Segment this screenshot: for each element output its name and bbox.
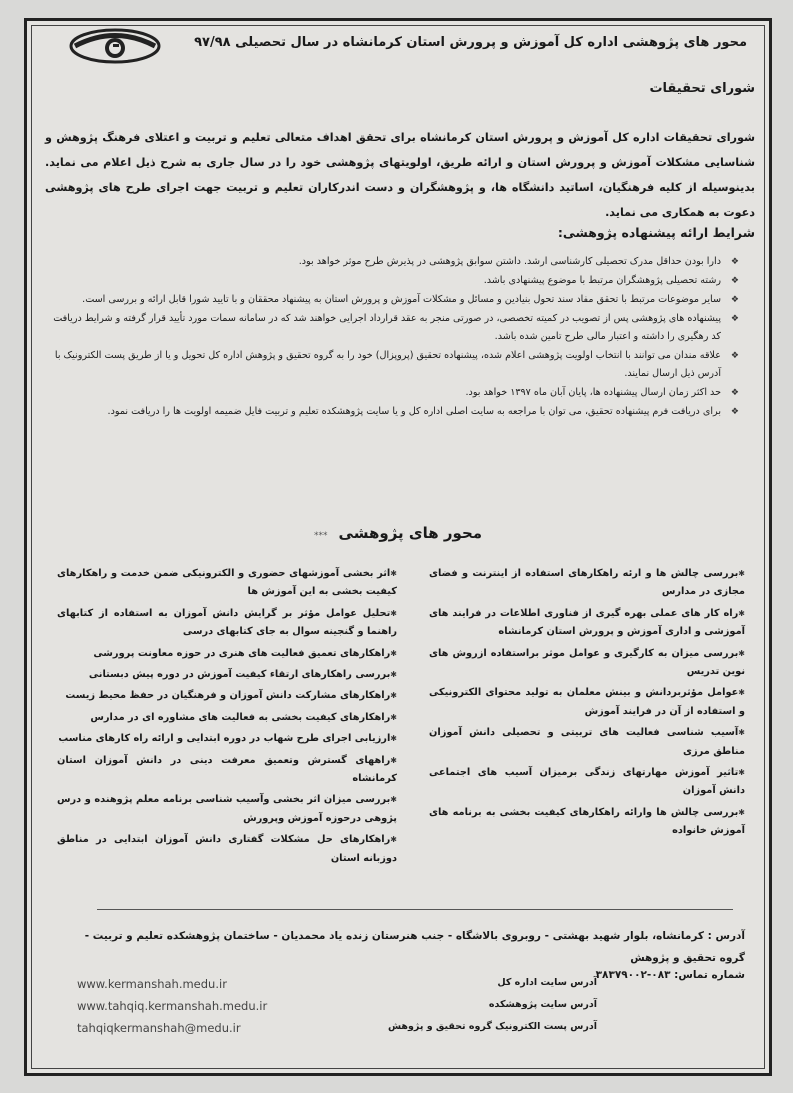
intro-paragraph: شورای تحقیقات اداره کل آموزش و پرورش استان کرمانشاه برای تحقق اهداف متعالی تعلیم و تربیت و اعتلای فرهنگ پژوهش و شناسایی مشکلات آموزش و پرورش استان و ارائه طریق، اولویتهای پژوهشی خود را در سال جاری به شرح ذیل اعلام می نماید. بدینوسیله از کلیه فرهنگیان، اساتید دانشگاه ها، و پژوهشگران و دست اندرکاران تعلیم و تربیت جهت اجرای طرح های پژوهشی دعوت به همکاری می نماید.: [45, 131, 755, 219]
conditions-title: شرایط ارائه پیشنهاده پژوهشی:: [557, 225, 755, 240]
phone-number: ۰۸۳-۳۸۳۷۹۰۰۲: [595, 969, 671, 981]
page-title: محور های پژوهشی اداره کل آموزش و پرورش استان کرمانشاه در سال تحصیلی ۹۷/۹۸: [194, 35, 747, 50]
axis-item: ✱ بررسی میزان اثر بخشی وآسیب شناسی برنامه معلم پژوهنده و درس پژوهی درحوزه آموزش وپرورش: [57, 791, 397, 828]
section-title: شورای تحقیقات: [649, 81, 755, 96]
conditions-list: [47, 253, 739, 422]
axis-item: ✱ بررسی چالش ها وارائه راهکارهای کیفیت بخشی به برنامه های آموزش خانواده: [429, 804, 745, 841]
axes-title: محور های پژوهشی: [338, 524, 483, 542]
axis-item: ✱ بررسی میزان به کارگیری و عوامل موثر براستفاده ازروش های نوین تدریس: [429, 645, 745, 682]
axis-item: ✱ اثر بخشی آموزشهای حضوری و الکترونیکی ضمن خدمت و راهکارهای کیفیت بخشی به این آموزش ها: [57, 565, 397, 602]
condition-item: ❖ سایر موضوعات مرتبط با تحقق مفاد سند تحول بنیادین و مسائل و مشکلات آموزش و پرورش استان به پیشنهاد محققان و با تایید شورا قابل ارائه و بررسی است.: [47, 291, 739, 309]
email-label: آدرس پست الکترونیک گروه تحقیق و پژوهش: [388, 1021, 597, 1032]
research-site-url[interactable]: www.tahqiq.kermanshah.medu.ir: [77, 999, 268, 1013]
axis-item: ✱ راهکارهای کیفیت بخشی به فعالیت های مشاوره ای در مدارس: [57, 709, 397, 727]
axis-item: ✱ عوامل مؤثربردانش و بینش معلمان به تولید محتوای الکترونیکی و استفاده از آن در فرایند آموزش: [429, 684, 745, 721]
address-text: آدرس : کرمانشاه، بلوار شهید بهشتی - روبروی بالاشگاه - جنب هنرستان زنده یاد محمدیان - ساختمان پژوهشکده تعلیم و تربیت - گروه تحقیق و پژوهش: [84, 930, 745, 964]
axes-right-column: [429, 565, 745, 844]
condition-item: ❖ پیشنهاده های پژوهشی پس از تصویب در کمیته تخصصی، در صورتی منجر به عقد قرارداد اجرایی خواهند شد که در سامانه سمات مورد تأیید قرار گرفته و شرایط دریافت کد رهگیری را داشته و اعتبار مالی طرح تامین شده باشد.: [47, 310, 739, 346]
research-site-label: آدرس سایت پژوهشکده: [488, 999, 597, 1010]
condition-item: ❖ علاقه مندان می توانند با انتخاب اولویت پژوهشی اعلام شده، پیشنهاده تحقیق (پروپزال) خود را به گروه تحقیق و پژوهش اداره کل تحویل و یا از طریق پست الکترونیک با آدرس ذیل ارسال نمایند.: [47, 347, 739, 383]
contact-links: [77, 977, 597, 1043]
link-row-research-site: [77, 999, 597, 1021]
axes-heading: [27, 523, 769, 542]
condition-item: ❖ حد اکثر زمان ارسال پیشنهاده ها، پایان آبان ماه ۱۳۹۷ خواهد بود.: [47, 384, 739, 402]
condition-item: ❖ برای دریافت فرم پیشنهاده تحقیق، می توان با مراجعه به سایت اصلی اداره کل و یا سایت پژوهشکده تعلیم و تربیت فایل ضمیمه اولویت ها را دریافت نمود.: [47, 403, 739, 421]
axis-item: ✱ راه کار های عملی بهره گیری از فناوری اطلاعات در فرایند های آموزشی و اداری آموزش و پرورش استان کرمانشاه: [429, 605, 745, 642]
axis-item: ✱ راهکارهای مشارکت دانش آموزان و فرهنگیان در حفظ محیط زیست: [57, 687, 397, 705]
condition-item: ❖ رشته تحصیلی پژوهشگران مرتبط با موضوع پیشنهادی باشد.: [47, 272, 739, 290]
axis-item: ✱ ارزیابی اجرای طرح شهاب در دوره ابتدایی و ارائه راه کارهای مناسب: [57, 730, 397, 748]
email-address[interactable]: tahqiqkermanshah@medu.ir: [77, 1021, 241, 1035]
axis-item: ✱ آسیب شناسی فعالیت های تربیتی و تحصیلی دانش آموزان مناطق مرزی: [429, 724, 745, 761]
axis-item: ✱ راهکارهای تعمیق فعالیت های هنری در حوزه معاونت پرورشی: [57, 645, 397, 663]
footer-divider: [97, 909, 733, 910]
phone-line: [596, 969, 745, 981]
axis-item: ✱ تاثیر آموزش مهارتهای زندگی برمیزان آسیب های اجتماعی دانش آموزان: [429, 764, 745, 801]
announcement-page: [24, 18, 772, 1076]
ministry-emblem-icon: [69, 27, 161, 65]
axes-left-column: [57, 565, 397, 871]
link-row-main-site: [77, 977, 597, 999]
axis-item: ✱ تحلیل عوامل مؤثر بر گرایش دانش آموزان به استفاده از کتابهای راهنما و گنجینه سوال به جای کتابهای درسی: [57, 605, 397, 642]
main-site-url[interactable]: www.kermanshah.medu.ir: [77, 977, 227, 991]
stars-ornament: ***: [313, 531, 328, 541]
axis-item: ✱ بررسی چالش ها و ارئه راهکارهای استفاده از اینترنت و فضای مجازی در مدارس: [429, 565, 745, 602]
axis-item: ✱ بررسی راهکارهای ارتقاء کیفیت آموزش در دوره پیش دبستانی: [57, 666, 397, 684]
condition-item: ❖ دارا بودن حداقل مدرک تحصیلی کارشناسی ارشد. داشتن سوابق پژوهشی در پذیرش طرح موثر خواهد بود.: [47, 253, 739, 271]
main-site-label: آدرس سایت اداره کل: [497, 977, 597, 988]
link-row-email: [77, 1021, 597, 1043]
axis-item: ✱ راهکارهای حل مشکلات گفتاری دانش آموزان ابتدایی در مناطق دوزبانه استان: [57, 831, 397, 868]
axis-item: ✱ راههای گسترش وتعمیق معرفت دینی در دانش آموزان استان کرمانشاه: [57, 752, 397, 789]
phone-label: شماره تماس:: [674, 969, 745, 981]
